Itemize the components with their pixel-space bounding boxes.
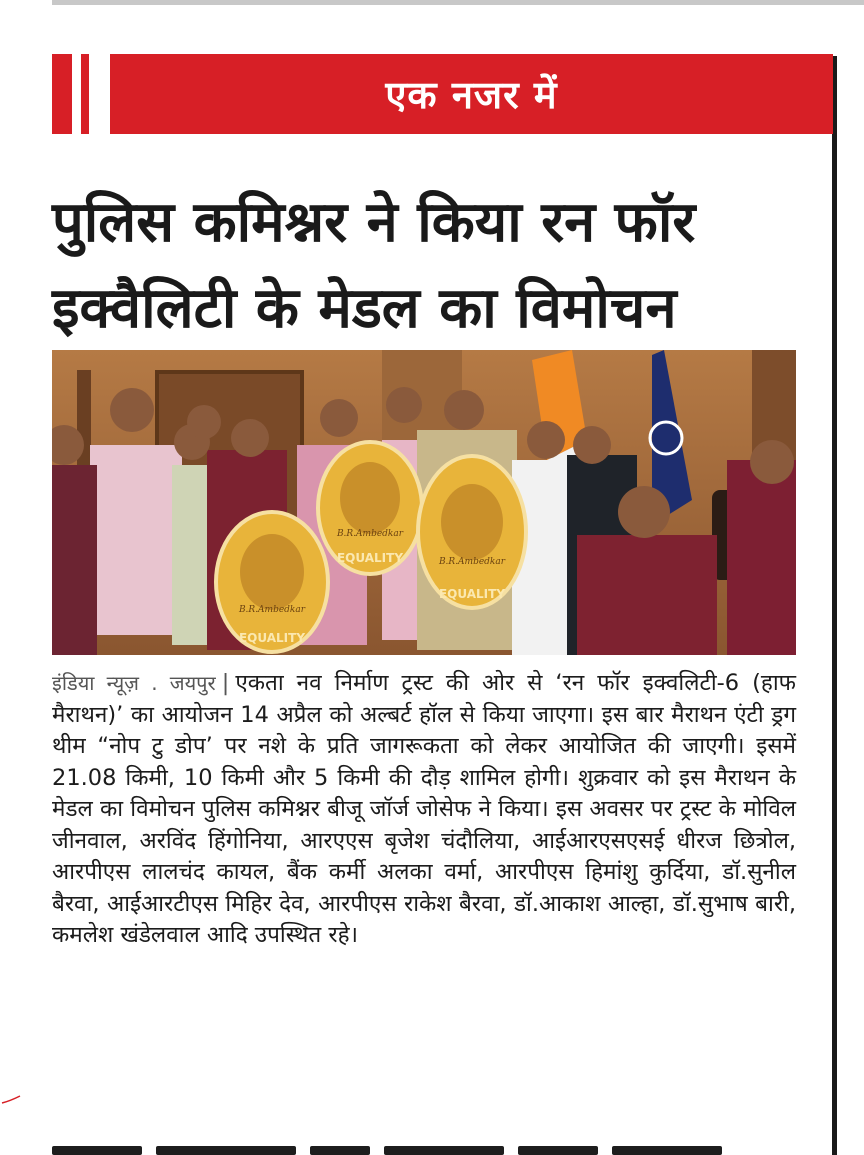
header-stripe <box>81 54 89 134</box>
top-rule <box>52 0 864 5</box>
medal-label: EQUALITY <box>336 551 404 565</box>
medal-signature: B.R.Ambedkar <box>336 529 404 539</box>
medal-signature: B.R.Ambedkar <box>238 605 306 615</box>
pen-mark <box>0 1092 24 1106</box>
medal-signature: B.R.Ambedkar <box>438 557 506 567</box>
section-title: एक नजर में <box>385 73 558 117</box>
header-stripe <box>52 54 72 134</box>
dateline-separator: | <box>221 670 230 696</box>
medal-label: EQUALITY <box>438 587 506 601</box>
column-rule <box>832 56 837 1155</box>
headline: पुलिस कमिश्नर ने किया रन फॉर इक्वैलिटी के मेडल का विमोचन <box>52 190 696 341</box>
article-body <box>52 668 796 952</box>
dateline: इंडिया न्यूज़ . जयपुर <box>52 671 216 695</box>
news-photo <box>52 350 796 655</box>
section-header <box>52 54 833 134</box>
medal-label: EQUALITY <box>238 631 306 645</box>
article-text: एकता नव निर्माण ट्रस्ट की ओर से ‘रन फॉर इक्वलिटी-6 (हाफ मैराथन)’ का आयोजन 14 अप्रैल को अल्बर्ट हॉल से किया जाएगा। इस बार मैराथन एंटी ड्रग थीम “नोप टु डोप’ पर नशे के प्रति जागरूकता को लेकर आयोजित की जाएगी। इसमें 21.08 किमी, 10 किमी और 5 किमी की दौड़ शामिल होगी। शुक्रवार को इस मैराथन के मेडल का विमोचन पुलिस कमिश्नर बीजू जॉर्ज जोसेफ ने किया। इस अवसर पर ट्रस्ट के मोविल जीनवाल, अरविंद हिंगोनिया, आरएएस बृजेश चंदौलिया, आईआरएसएसई धीरज छित्रोल, आरपीएस लालचंद कायल, बैंक कर्मी अलका वर्मा, आरपीएस हिमांशु कुर्दिया, डॉ.सुनील बैरवा, आईआरटीएस मिहिर देव, आरपीएस राकेश बैरवा, डॉ.आकाश आल्हा, डॉ.सुभाष बारी, कमलेश खंडेलवाल आदि उपस्थित रहे। <box>52 670 796 948</box>
next-headline-fragment <box>52 1140 812 1155</box>
